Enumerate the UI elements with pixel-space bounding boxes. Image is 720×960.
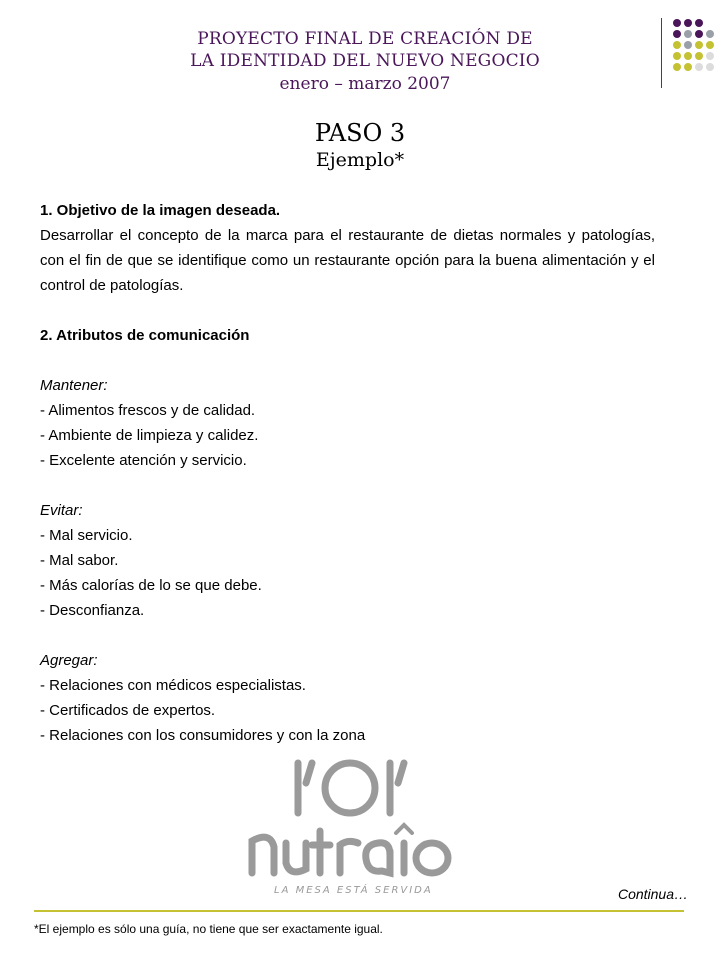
list-item: - Alimentos frescos y de calidad.: [40, 402, 256, 419]
document-body: [40, 198, 655, 748]
agregar-label: Agregar:: [40, 652, 98, 669]
list-item: - Certificados de expertos.: [40, 702, 216, 719]
section-1-text: Desarrollar el concepto de la marca para el restaurante de dietas normales y patologías, con el fin de que se identifique como un restaurante opción para la buena alimentación y el control de patologías.: [40, 227, 655, 294]
decorative-divider: [661, 18, 662, 88]
section-2-heading: 2. Atributos de comunicación: [40, 327, 250, 344]
header-line-2: LA IDENTIDAD DEL NUEVO NEGOCIO: [190, 51, 540, 71]
header-line-1: PROYECTO FINAL DE CREACIÓN DE: [197, 29, 533, 49]
list-item: - Más calorías de lo se que debe.: [40, 577, 262, 594]
step-title: PASO 3: [314, 119, 406, 147]
example-subtitle: Ejemplo*: [315, 149, 405, 171]
decorative-dots-icon: [670, 18, 720, 78]
nutraio-logo: [240, 755, 465, 900]
footnote: *El ejemplo es sólo una guía, no tiene que ser exactamente igual.: [34, 922, 383, 936]
footer-divider: [34, 910, 684, 912]
list-item: - Ambiente de limpieza y calidez.: [40, 427, 259, 444]
list-item: - Relaciones con los consumidores y con la zona: [40, 727, 366, 744]
list-item: - Excelente atención y servicio.: [40, 452, 247, 469]
list-item: - Relaciones con médicos especialistas.: [40, 677, 306, 694]
list-item: - Mal sabor.: [40, 552, 119, 569]
list-item: - Desconfianza.: [40, 602, 145, 619]
header-date: enero – marzo 2007: [279, 74, 451, 94]
mantener-label: Mantener:: [40, 377, 108, 394]
document-header: [150, 28, 580, 96]
continue-note: Continua…: [617, 886, 688, 902]
logo-tagline: LA MESA ESTÁ SERVIDA: [274, 885, 433, 896]
page-title: [270, 118, 450, 172]
list-item: - Mal servicio.: [40, 527, 133, 544]
evitar-label: Evitar:: [40, 502, 83, 519]
section-1-heading: 1. Objetivo de la imagen deseada.: [40, 202, 281, 219]
